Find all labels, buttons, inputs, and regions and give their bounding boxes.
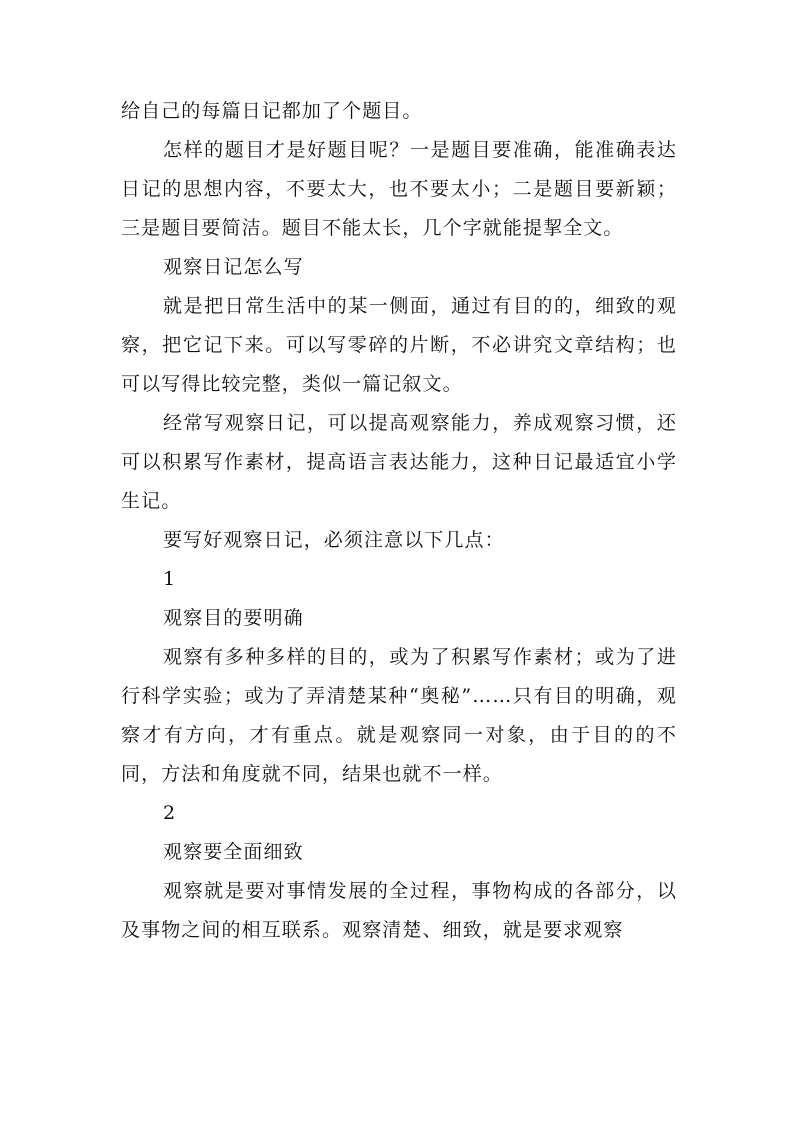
- document-body: [121, 92, 677, 950]
- paragraph-benefits: 经常写观察日记，可以提高观察能力，养成观察习惯，还可以积累写作素材，提高语言表达能力，这种日记最适宜小学生记。: [121, 412, 677, 512]
- section-heading-how-to-write: 观察日记怎么写: [163, 256, 304, 278]
- point-number-2: 2: [163, 802, 177, 824]
- paragraph-purpose: 观察有多种多样的目的，或为了积累写作素材；或为了进行科学实验；或为了弄清楚某种“奥秘”……只有目的明确，观察才有方向，才有重点。就是观察同一对象，由于目的的不同，方法和角度就不同，结果也就不一样。: [121, 646, 677, 785]
- paragraph-definition: 就是把日常生活中的某一侧面，通过有目的的，细致的观察，把它记下来。可以写零碎的片断，不必讲究文章结构；也可以写得比较完整，类似一篇记叙文。: [121, 295, 677, 395]
- paragraph-thorough: 观察就是要对事情发展的全过程，事物构成的各部分，以及事物之间的相互联系。观察清楚、细致，就是要求观察: [121, 880, 677, 941]
- point-number-1: 1: [163, 568, 177, 590]
- point-heading-2: 观察要全面细致: [163, 841, 304, 863]
- paragraph-good-title: 怎样的题目才是好题目呢？一是题目要准确，能准确表达日记的思想内容，不要太大，也不要太小；二是题目要新颖；三是题目要简洁。题目不能太长，几个字就能提挈全文。: [121, 139, 677, 239]
- point-heading-1: 观察目的要明确: [163, 607, 304, 629]
- paragraph-points-intro: 要写好观察日记，必须注意以下几点：: [163, 529, 505, 551]
- paragraph-continuation: 给自己的每篇日记都加了个题目。: [121, 100, 423, 122]
